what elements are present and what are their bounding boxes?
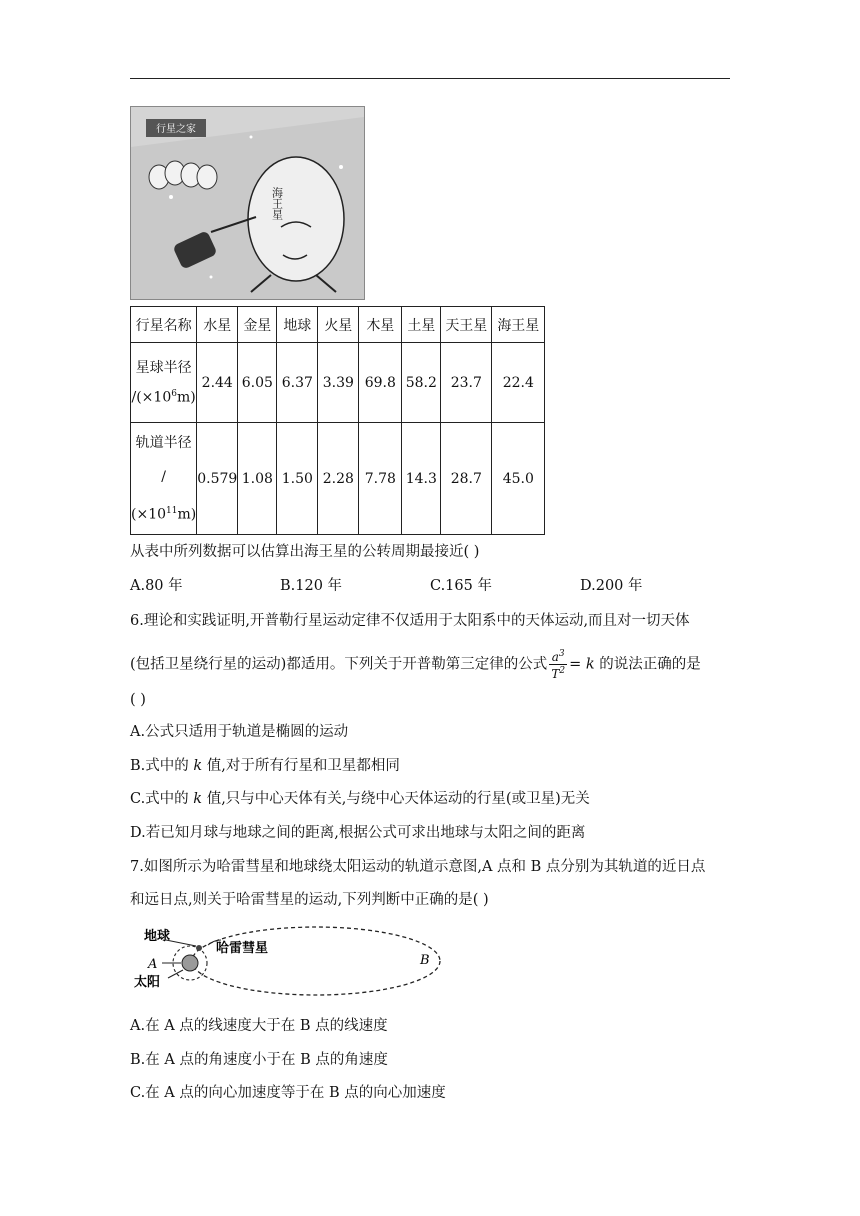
radius-label-unit: m) [176, 389, 196, 406]
earth-icon [196, 945, 202, 951]
planet-header-6: 天王星 [441, 307, 492, 343]
formula-num-exp: 3 [558, 649, 565, 659]
q5-option-b: B.120 年 [280, 578, 343, 594]
orbit-value-7: 45.0 [492, 423, 545, 535]
formula-den: T [551, 667, 560, 681]
formula-num: a [551, 650, 559, 664]
header-rule [130, 78, 730, 79]
table-row-radius [131, 343, 545, 423]
kepler-formula [549, 648, 567, 681]
q7-line1: 7.如图所示为哈雷彗星和地球绕太阳运动的轨道示意图,A 点和 B 点分别为其轨道的近日点 [130, 859, 706, 875]
orbit-label-cell [131, 423, 197, 535]
q6-option-c-before: C.式中的 [130, 791, 194, 807]
earth-leader [166, 940, 196, 946]
orbit-value-3: 2.28 [318, 423, 359, 535]
q6-option-c [130, 789, 590, 809]
radius-value-4: 69.8 [359, 343, 402, 423]
orbit-label-line2: / [161, 468, 166, 485]
header-cell-label: 行星名称 [131, 307, 197, 343]
orbit-label-unit: m) [177, 506, 197, 523]
radius-value-2: 6.37 [277, 343, 318, 423]
sun-icon [182, 955, 198, 971]
q6-option-b-after: 值,对于所有行星和卫星都相同 [202, 758, 400, 774]
planet-header-5: 土星 [402, 307, 441, 343]
q6-option-b-var: k [193, 758, 203, 774]
formula-den-exp: 2 [559, 666, 566, 676]
q6-line3: ( ) [130, 692, 146, 708]
q6-option-c-var: k [193, 791, 203, 807]
q6-option-b [130, 756, 400, 776]
cartoon-character-text: 海王星 [270, 187, 284, 220]
q6-line2 [130, 648, 701, 681]
orbit-value-2: 1.50 [277, 423, 318, 535]
halley-orbit-diagram [128, 920, 448, 1002]
radius-value-0: 2.44 [197, 343, 238, 423]
earth-label: 地球 [144, 929, 171, 944]
q6-option-d: D.若已知月球与地球之间的距离,根据公式可求出地球与太阳之间的距离 [130, 825, 586, 841]
q7-option-a: A.在 A 点的线速度大于在 B 点的线速度 [130, 1018, 388, 1034]
orbit-value-4: 7.78 [359, 423, 402, 535]
q6-option-c-after: 值,只与中心天体有关,与绕中心天体运动的行星(或卫星)无关 [202, 791, 590, 807]
q5-option-d: D.200 年 [580, 578, 643, 594]
orbit-label-line1: 轨道半径 [135, 434, 192, 451]
q6-line2-after: 的说法正确的是 [599, 656, 701, 673]
cartoon-sign-text: 行星之家 [156, 124, 196, 135]
point-a-label: A [148, 957, 158, 972]
radius-value-7: 22.4 [492, 343, 545, 423]
planet-header-7: 海王星 [492, 307, 545, 343]
radius-label-exp: 6 [171, 388, 177, 399]
q7-option-c: C.在 A 点的向心加速度等于在 B 点的向心加速度 [130, 1085, 446, 1101]
q6-option-a: A.公式只适用于轨道是椭圆的运动 [130, 724, 349, 740]
table-header-row [131, 307, 545, 343]
planet-data-table [130, 306, 545, 535]
radius-value-6: 23.7 [441, 343, 492, 423]
radius-label-line1: 星球半径 [135, 359, 192, 376]
q6-option-b-before: B.式中的 [130, 758, 194, 774]
cartoon-drawing [131, 107, 364, 299]
q5-option-c: C.165 年 [430, 578, 492, 594]
orbit-value-0: 0.579 [197, 423, 238, 535]
orbit-value-6: 28.7 [441, 423, 492, 535]
planet-header-1: 金星 [238, 307, 277, 343]
q7-option-b: B.在 A 点的角速度小于在 B 点的角速度 [130, 1052, 388, 1068]
q6-line2-before: (包括卫星绕行星的运动)都适用。下列关于开普勒第三定律的公式 [130, 656, 548, 673]
radius-label-cell [131, 343, 197, 423]
neptune-cartoon-image [130, 106, 365, 300]
q6-line1: 6.理论和实践证明,开普勒行星运动定律不仅适用于太阳系中的天体运动,而且对一切天体 [130, 613, 690, 629]
planet-header-2: 地球 [277, 307, 318, 343]
orbit-label-exp: 11 [166, 505, 178, 516]
formula-rhs: = k [569, 656, 595, 673]
orbit-value-1: 1.08 [238, 423, 277, 535]
comet-orbit-ellipse [192, 927, 440, 995]
orbit-label-line3: (×10 [131, 506, 167, 523]
table-row-orbit [131, 423, 545, 535]
planet-header-4: 木星 [359, 307, 402, 343]
planet-header-3: 火星 [318, 307, 359, 343]
sun-label: 太阳 [134, 975, 161, 990]
radius-value-1: 6.05 [238, 343, 277, 423]
radius-value-3: 3.39 [318, 343, 359, 423]
q5-option-a: A.80 年 [130, 578, 183, 594]
radius-label-line2: /(×10 [131, 389, 172, 406]
comet-label: 哈雷彗星 [216, 941, 269, 956]
q5-stem: 从表中所列数据可以估算出海王星的公转周期最接近( ) [130, 544, 480, 560]
radius-value-5: 58.2 [402, 343, 441, 423]
q7-line2: 和远日点,则关于哈雷彗星的运动,下列判断中正确的是( ) [130, 892, 489, 908]
point-b-label: B [420, 953, 430, 968]
orbit-value-5: 14.3 [402, 423, 441, 535]
planet-header-0: 水星 [197, 307, 238, 343]
